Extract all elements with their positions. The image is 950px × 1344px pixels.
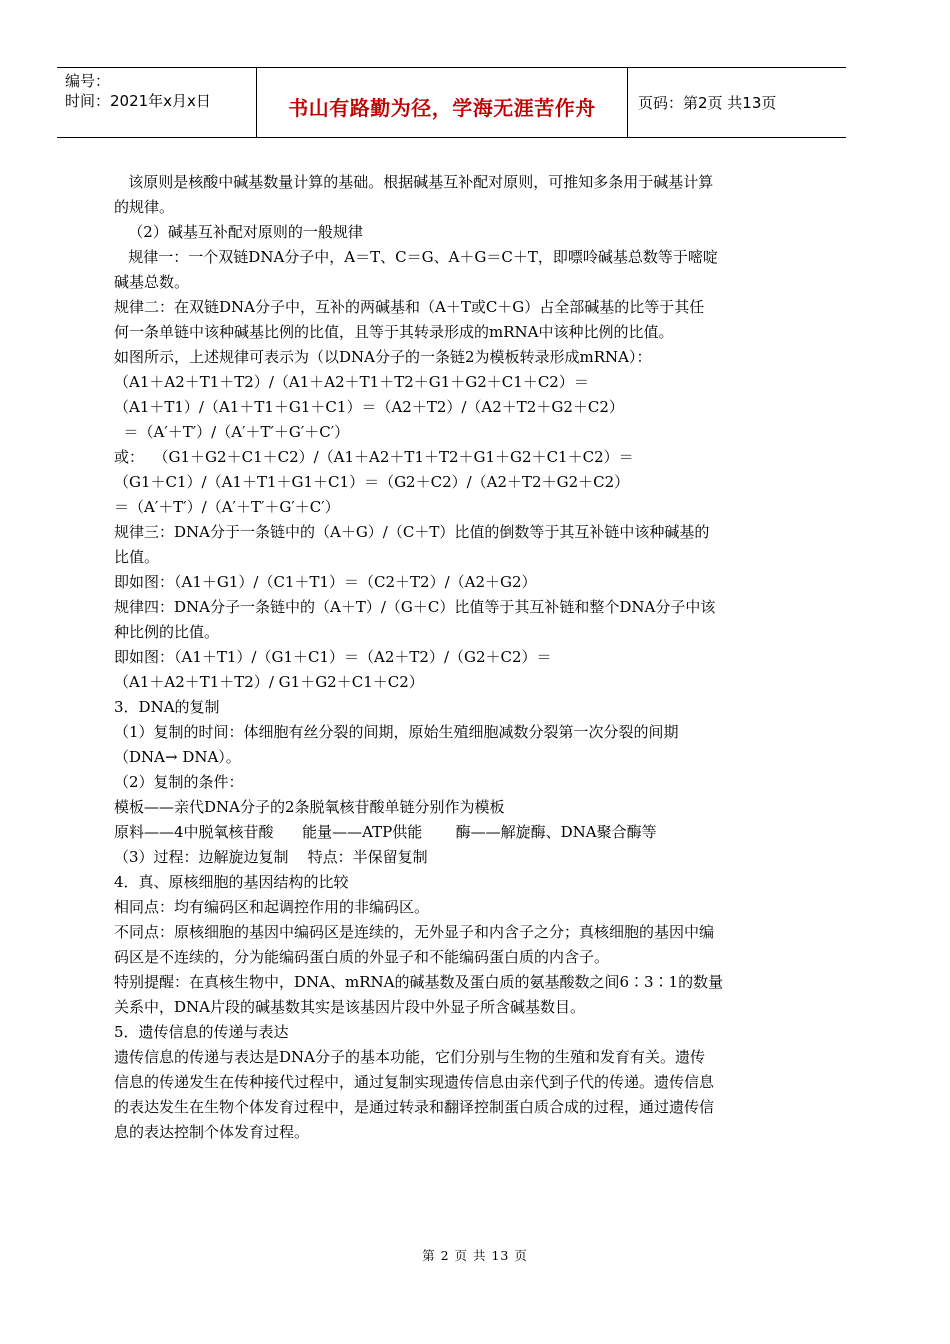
- text-line: 碱基总数。: [114, 273, 190, 291]
- text-line: 3．DNA的复制: [114, 698, 220, 716]
- header-motto-cell: [257, 68, 628, 137]
- text-line: 即如图：（A1＋G1）/（C1＋T1）＝（C2＋T2）/（A2＋G2）: [114, 573, 537, 591]
- document-body: [114, 170, 794, 1145]
- text-line: （A1＋T1）/（A1＋T1＋G1＋C1）＝（A2＋T2）/（A2＋T2＋G2＋C2）: [114, 398, 624, 416]
- text-line: 规律三：DNA分于一条链中的（A＋G）/（C＋T）比值的倒数等于其互补链中该种碱基的: [114, 523, 710, 541]
- text-line: 4．真、原核细胞的基因结构的比较: [114, 873, 349, 891]
- text-line: 何一条单链中该种碱基比例的比值，且等于其转录形成的mRNA中该种比例的比值。: [114, 323, 674, 341]
- text-line: （DNA→ DNA）。: [114, 748, 241, 766]
- text-line: 即如图：（A1＋T1）/（G1＋C1）＝（A2＋T2）/（G2＋C2）＝: [114, 648, 552, 666]
- text-line: （1）复制的时间：体细胞有丝分裂的间期，原始生殖细胞减数分裂第一次分裂的间期: [114, 723, 679, 741]
- text-line: （2）碱基互补配对原则的一般规律: [114, 223, 363, 241]
- text-line: 规律一：一个双链DNA分子中，A＝T、C＝G、A＋G＝C＋T，即嘌呤碱基总数等于嘧啶: [114, 248, 718, 266]
- text-line: ＝（A′＋T′）/（A′＋T′＋G′＋C′）: [114, 498, 340, 516]
- text-line: 特别提醒：在真核生物中，DNA、mRNA的碱基数及蛋白质的氨基酸数之间6∶3∶1的数量: [114, 973, 724, 991]
- text-line: 规律四：DNA分子一条链中的（A＋T）/（G＋C）比值等于其互补链和整个DNA分子中该: [114, 598, 716, 616]
- page-header: [57, 67, 846, 138]
- text-line: （2）复制的条件：: [114, 773, 244, 791]
- text-line: 信息的传递发生在传种接代过程中，通过复制实现遗传信息由亲代到子代的传递。遗传信息: [114, 1073, 715, 1091]
- time-label: 时间：2021年x月x日: [65, 92, 211, 110]
- text-line: 模板——亲代DNA分子的2条脱氧核苷酸单链分别作为模板: [114, 798, 505, 816]
- text-line: 码区是不连续的，分为能编码蛋白质的外显子和不能编码蛋白质的内含子。: [114, 948, 610, 966]
- text-line: 的表达发生在生物个体发育过程中，是通过转录和翻译控制蛋白质合成的过程，通过遗传信: [114, 1098, 715, 1116]
- text-line: 息的表达控制个体发育过程。: [114, 1123, 310, 1141]
- text-line: 种比例的比值。: [114, 623, 220, 641]
- text-line: ＝（A′＋T′）/（A′＋T′＋G′＋C′）: [114, 423, 350, 441]
- text-line: 的规律。: [114, 198, 175, 216]
- motto: 书山有路勤为径，学海无涯苦作舟: [288, 96, 596, 120]
- number-label: 编号：: [65, 72, 111, 90]
- text-line: 5．遗传信息的传递与表达: [114, 1023, 289, 1041]
- page-code: 页码：第2页 共13页: [638, 94, 777, 112]
- header-page-cell: [628, 68, 846, 137]
- text-line: 如图所示，上述规律可表示为（以DNA分子的一条链2为模板转录形成mRNA）：: [114, 348, 652, 366]
- page-footer: 第 2 页 共 13 页: [422, 1248, 528, 1263]
- text-line: （A1＋A2＋T1＋T2）/（A1＋A2＋T1＋T2＋G1＋G2＋C1＋C2）＝: [114, 373, 589, 391]
- text-line: 或： （G1＋G2＋C1＋C2）/（A1＋A2＋T1＋T2＋G1＋G2＋C1＋C2）＝: [114, 448, 634, 466]
- text-line: 相同点：均有编码区和起调控作用的非编码区。: [114, 898, 430, 916]
- text-line: 遗传信息的传递与表达是DNA分子的基本功能，它们分别与生物的生殖和发育有关。遗传: [114, 1048, 705, 1066]
- text-line: 比值。: [114, 548, 160, 566]
- text-line: 关系中，DNA片段的碱基数其实是该基因片段中外显子所含碱基数目。: [114, 998, 585, 1016]
- text-line: （A1＋A2＋T1＋T2）/ G1＋G2＋C1＋C2）: [114, 673, 424, 691]
- text-line: （3）过程：边解旋边复制 特点：半保留复制: [114, 848, 428, 866]
- text-line: 不同点：原核细胞的基因中编码区是连续的，无外显子和内含子之分；真核细胞的基因中编: [114, 923, 715, 941]
- header-meta-cell: [57, 68, 257, 137]
- text-line: （G1＋C1）/（A1＋T1＋G1＋C1）＝（G2＋C2）/（A2＋T2＋G2＋C2）: [114, 473, 630, 491]
- text-line: 该原则是核酸中碱基数量计算的基础。根据碱基互补配对原则，可推知多条用于碱基计算: [114, 173, 714, 191]
- text-line: 规律二：在双链DNA分子中，互补的两碱基和（A＋T或C＋G）占全部碱基的比等于其任: [114, 298, 705, 316]
- text-line: 原料——4中脱氧核苷酸 能量——ATP供能 酶——解旋酶、DNA聚合酶等: [114, 823, 657, 841]
